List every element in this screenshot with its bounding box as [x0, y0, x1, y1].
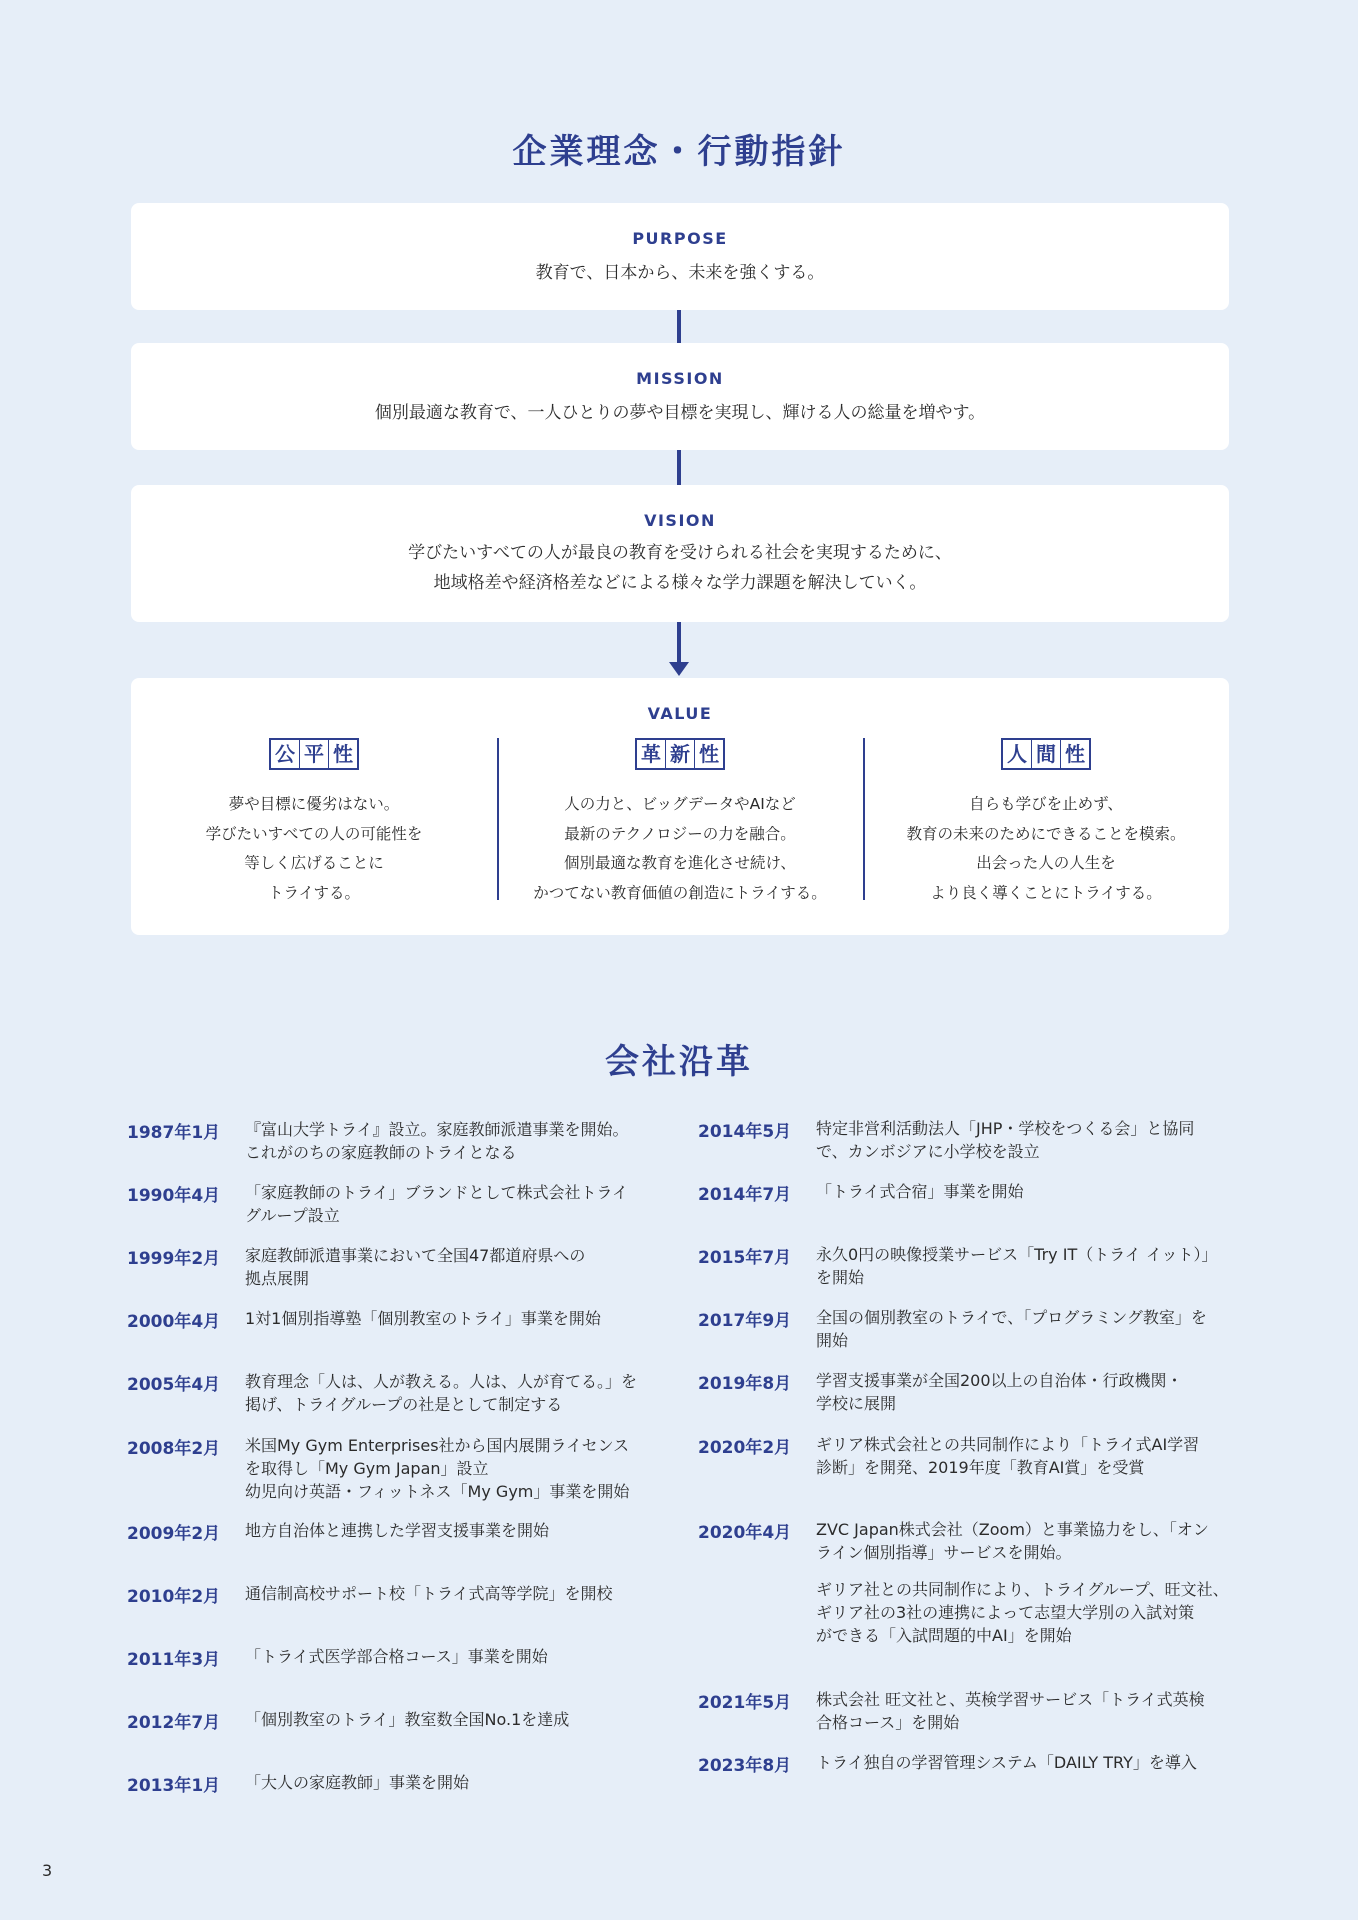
vision-label: VISION	[644, 511, 716, 530]
history-text: 教育理念「人は、人が教える。人は、人が育てる。」を 掲げ、トライグループの社是として制定する	[245, 1372, 638, 1414]
value-text: 自らも学びを止めず、 教育の未来のためにできることを模索。 出会った人の人生を より良く導くことにトライする。	[906, 795, 1186, 902]
history-text: 米国My Gym Enterprises社から国内展開ライセンス を取得し「My Gym Japan」設立 幼児向け英語・フィットネス「My Gym」事業を開始	[245, 1436, 630, 1501]
purpose-label: PURPOSE	[632, 229, 728, 248]
history-date: 2021年5月	[698, 1693, 792, 1713]
history-text: 全国の個別教室のトライで、「プログラミング教室」を 開始	[816, 1308, 1207, 1350]
history-date: 1987年1月	[127, 1123, 221, 1143]
history-date: 2017年9月	[698, 1311, 792, 1331]
vision-text	[131, 538, 1229, 598]
history-text: トライ独自の学習管理システム「DAILY TRY」を導入	[816, 1753, 1197, 1772]
history-title: 会社沿革	[605, 1042, 753, 1082]
history-text: ZVC Japan株式会社（Zoom）と事業協力をし、「オン ライン個別指導」サービスを開始。	[816, 1520, 1209, 1562]
arrow-down-icon	[669, 662, 689, 676]
connector-line	[677, 310, 681, 343]
vision-line: 地域格差や経済格差などによる様々な学力課題を解決していく。	[433, 573, 927, 593]
history-text: 通信制高校サポート校「トライ式高等学院」を開校	[245, 1584, 613, 1603]
history-text: 地方自治体と連携した学習支援事業を開始	[245, 1521, 550, 1540]
history-date: 2008年2月	[127, 1439, 221, 1459]
history-text: 「家庭教師のトライ」ブランドとして株式会社トライ グループ設立	[245, 1183, 629, 1225]
history-text: 特定非営利活動法人「JHP・学校をつくる会」と協同 で、カンボジアに小学校を設立	[816, 1119, 1195, 1161]
history-date: 2012年7月	[127, 1713, 221, 1733]
value-text: 人の力と、ビッグデータやAIなど 最新のテクノロジーの力を融合。 個別最適な教育を進化させ続け、 かつてない教育価値の創造にトライする。	[533, 795, 827, 902]
value-title: 革 新 性	[635, 738, 725, 770]
history-date: 2011年3月	[127, 1650, 221, 1670]
history-text: ギリア社との共同制作により、トライグループ、旺文社、 ギリア社の3社の連携によって志望大学別の入試対策 ができる「入試問題的中AI」を開始	[816, 1580, 1229, 1645]
value-title: 人 間 性	[1001, 738, 1091, 770]
history-text: 永久0円の映像授業サービス「Try IT（トライ イット）」 を開始	[816, 1245, 1218, 1287]
connector-line	[677, 450, 681, 485]
history-date: 2014年7月	[698, 1185, 792, 1205]
mission-card	[131, 343, 1229, 450]
philosophy-title: 企業理念・行動指針	[512, 132, 846, 172]
vision-line: 学びたいすべての人が最良の教育を受けられる社会を実現するために、	[408, 543, 952, 563]
history-text: 「トライ式医学部合格コース」事業を開始	[245, 1647, 548, 1666]
history-date: 2019年8月	[698, 1374, 792, 1394]
history-text: 「大人の家庭教師」事業を開始	[245, 1773, 470, 1792]
purpose-card	[131, 203, 1229, 310]
value-text: 夢や目標に優劣はない。 学びたいすべての人の可能性を 等しく広げることに トライする。	[205, 795, 423, 902]
history-text: ギリア株式会社との共同制作により「トライ式AI学習 診断」を開発、2019年度「教育AI賞」を受賞	[816, 1435, 1200, 1477]
page-number: 3	[42, 1861, 53, 1880]
value-innovation	[497, 738, 863, 908]
history-date: 2009年2月	[127, 1524, 221, 1544]
history-date: 2014年5月	[698, 1122, 792, 1142]
arrow-line	[677, 622, 681, 662]
value-humanity	[863, 738, 1229, 908]
value-title: 公 平 性	[269, 738, 359, 770]
value-label: VALUE	[647, 704, 713, 723]
history-date: 2000年4月	[127, 1312, 221, 1332]
value-fairness	[131, 738, 497, 908]
history-text: 『富山大学トライ』設立。家庭教師派遣事業を開始。 これがのちの家庭教師のトライとなる	[245, 1120, 629, 1162]
history-date: 2013年1月	[127, 1776, 221, 1796]
history-text: 1対1個別指導塾「個別教室のトライ」事業を開始	[245, 1309, 601, 1328]
mission-line: 個別最適な教育で、一人ひとりの夢や目標を実現し、輝ける人の総量を増やす。	[374, 403, 986, 423]
history-text: 「個別教室のトライ」教室数全国No.1を達成	[245, 1710, 570, 1729]
history-date: 2020年2月	[698, 1438, 792, 1458]
value-card	[131, 678, 1229, 935]
history-text: 「トライ式合宿」事業を開始	[816, 1182, 1024, 1201]
history-text: 家庭教師派遣事業において全国47都道府県への 拠点展開	[245, 1246, 586, 1288]
history-text: 学習支援事業が全国200以上の自治体・行政機関・ 学校に展開	[816, 1371, 1183, 1413]
mission-text	[131, 398, 1229, 428]
purpose-line: 教育で、日本から、未来を強くする。	[535, 263, 825, 283]
history-date: 2010年2月	[127, 1587, 221, 1607]
history-date: 1999年2月	[127, 1249, 221, 1269]
vision-card	[131, 485, 1229, 622]
purpose-text	[131, 258, 1229, 288]
history-date: 2023年8月	[698, 1756, 792, 1776]
history-date: 1990年4月	[127, 1186, 221, 1206]
history-date: 2020年4月	[698, 1523, 792, 1543]
mission-label: MISSION	[636, 369, 724, 388]
history-date: 2005年4月	[127, 1375, 221, 1395]
history-date: 2015年7月	[698, 1248, 792, 1268]
history-text: 株式会社 旺文社と、英検学習サービス「トライ式英検 合格コース」を開始	[816, 1690, 1205, 1732]
